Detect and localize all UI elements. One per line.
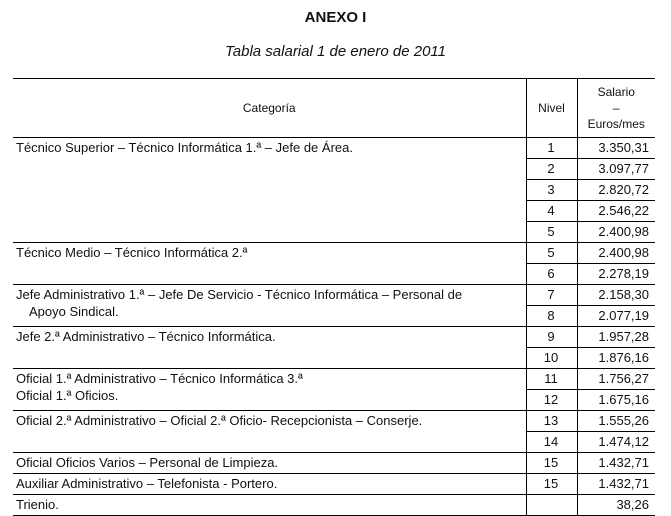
level-cell: 3 [526,180,577,201]
table-row [13,369,655,390]
category-cell [13,369,526,411]
category-text: Técnico Medio – Técnico Informática 2.ª [16,245,248,260]
salary-cell: 3.350,31 [577,138,655,159]
salary-cell: 1.675,16 [577,390,655,411]
salary-cell: 2.400,98 [577,222,655,243]
category-cell [13,495,526,516]
category-text: Apoyo Sindical. [29,304,119,319]
level-header: Nivel [526,79,577,138]
level-cell: 2 [526,159,577,180]
salary-table [13,78,655,516]
salary-header-line: Euros/mes [587,117,645,131]
table-row [13,138,655,159]
level-cell: 1 [526,138,577,159]
category-cell [13,243,526,285]
level-cell: 5 [526,243,577,264]
level-cell: 7 [526,285,577,306]
salary-header-line: Salario [597,85,635,99]
table-row [13,474,655,495]
salary-header [577,79,655,138]
level-cell: 5 [526,222,577,243]
level-cell: 4 [526,201,577,222]
salary-cell: 1.756,27 [577,369,655,390]
salary-cell: 1.555,26 [577,411,655,432]
level-cell: 15 [526,453,577,474]
level-cell: 10 [526,348,577,369]
level-cell: 14 [526,432,577,453]
category-text: Auxiliar Administrativo – Telefonista - Portero. [16,476,278,491]
category-cell [13,474,526,495]
category-header: Categoría [13,79,526,138]
table-row [13,411,655,432]
category-text: Trienio. [16,497,59,512]
level-cell: 12 [526,390,577,411]
category-text: Jefe 2.ª Administrativo – Técnico Informática. [16,329,276,344]
salary-cell: 38,26 [577,495,655,516]
salary-cell: 2.278,19 [577,264,655,285]
salary-cell: 2.158,30 [577,285,655,306]
document-title: ANEXO I [304,9,367,26]
category-cell [13,327,526,369]
table-row [13,495,655,516]
category-text: Oficial 2.ª Administrativo – Oficial 2.ª Oficio- Recepcionista – Conserje. [16,413,423,428]
salary-cell: 1.474,12 [577,432,655,453]
category-cell [13,411,526,453]
category-cell [13,453,526,474]
table-row [13,453,655,474]
table-header-row [13,79,655,138]
level-cell: 11 [526,369,577,390]
salary-table-body [13,138,655,516]
category-text: Oficial 1.ª Oficios. [16,388,119,403]
level-cell: 13 [526,411,577,432]
document-subtitle: Tabla salarial 1 de enero de 2011 [224,43,446,60]
table-row [13,285,655,306]
table-row [13,327,655,348]
level-cell: 8 [526,306,577,327]
category-text: Oficial 1.ª Administrativo – Técnico Informática 3.ª [16,371,303,386]
table-row [13,243,655,264]
salary-cell: 1.432,71 [577,474,655,495]
level-cell: 6 [526,264,577,285]
salary-cell: 3.097,77 [577,159,655,180]
salary-cell: 2.400,98 [577,243,655,264]
level-cell: 9 [526,327,577,348]
level-cell [526,495,577,516]
salary-cell: 2.546,22 [577,201,655,222]
category-text: Oficial Oficios Varios – Personal de Limpieza. [16,455,279,470]
salary-cell: 2.077,19 [577,306,655,327]
salary-cell: 1.432,71 [577,453,655,474]
category-cell [13,138,526,243]
level-cell: 15 [526,474,577,495]
category-text: Técnico Superior – Técnico Informática 1.ª – Jefe de Área. [16,140,353,155]
category-text: Jefe Administrativo 1.ª – Jefe De Servicio - Técnico Informática – Personal de [16,287,463,302]
category-cell [13,285,526,327]
salary-cell: 2.820,72 [577,180,655,201]
salary-cell: 1.957,28 [577,327,655,348]
salary-cell: 1.876,16 [577,348,655,369]
salary-header-line: – [612,101,620,115]
